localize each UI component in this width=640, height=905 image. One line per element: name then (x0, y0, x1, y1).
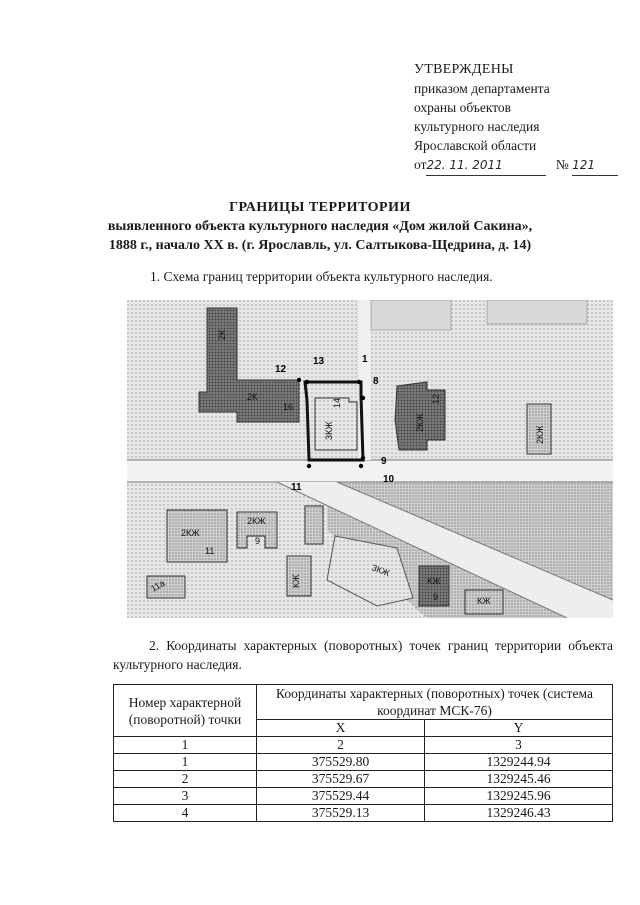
territory-boundary-map (127, 300, 613, 618)
handwritten-number: 121 (572, 158, 596, 172)
table-header-row (114, 685, 613, 720)
coord-y: 1329245.46 (425, 771, 613, 788)
column-number: 2 (257, 737, 425, 754)
map-label: 14 (332, 397, 342, 408)
map-label: 3КЖ (370, 562, 392, 579)
coord-x: 375529.67 (257, 771, 425, 788)
coord-y: 1329244.94 (425, 754, 613, 771)
point-number: 2 (114, 771, 257, 788)
point-label: 12 (275, 364, 287, 375)
map-label: 11 (205, 546, 215, 556)
map-label: 2КЖ (247, 516, 266, 526)
column-number: 3 (425, 737, 613, 754)
col-header-y: Y (425, 720, 613, 737)
street (127, 460, 613, 482)
map-label: 3КЖ (324, 421, 334, 440)
boundary-point-9 (361, 456, 365, 460)
point-label: 9 (381, 456, 387, 467)
coord-x: 375529.13 (257, 805, 425, 822)
building-north-east (487, 300, 587, 324)
approval-block (414, 60, 614, 176)
coord-x: 375529.80 (257, 754, 425, 771)
approval-line: охраны объектов (414, 100, 512, 115)
col-header-point-number: Номер характерной (поворотной) точки (114, 685, 257, 737)
boundary-point-12 (297, 378, 301, 382)
map-label: 9 (255, 536, 261, 546)
coord-y: 1329246.43 (425, 805, 613, 822)
map-label: 2КЖ (535, 425, 545, 444)
map-label: 9 (433, 592, 439, 602)
point-number: 3 (114, 788, 257, 805)
map-label: 12 (431, 393, 441, 404)
coord-x: 375529.44 (257, 788, 425, 805)
approval-heading: УТВЕРЖДЕНЫ (414, 62, 514, 77)
table-row (114, 805, 613, 822)
section-1-heading: 1. Схема границ территории объекта культурного наследия. (150, 269, 493, 284)
point-label: 11 (291, 482, 302, 493)
point-number: 1 (114, 754, 257, 771)
table-row (114, 771, 613, 788)
number-sign: № (555, 157, 569, 172)
map-label: 11а (149, 577, 167, 594)
table-row (114, 788, 613, 805)
boundary-point-10 (359, 464, 363, 468)
table-column-numbers-row (114, 737, 613, 754)
document-subtitle-2: 1888 г., начало XX в. (г. Ярославль, ул. Салтыкова-Щедрина, д. 14) (108, 238, 532, 253)
map-label: КЖ (291, 574, 301, 588)
map-label: 2КЖ (415, 413, 425, 432)
building-north (371, 300, 451, 330)
boundary-point-11 (307, 464, 311, 468)
approval-date-number (414, 155, 614, 176)
table-row (114, 754, 613, 771)
column-number: 1 (114, 737, 257, 754)
point-label: 10 (383, 474, 395, 485)
boundary-point-1 (357, 380, 361, 384)
approval-line: приказом департамента (414, 81, 550, 96)
approval-line: Ярославской области (414, 138, 537, 153)
handwritten-date: 22. 11. 2011 (426, 158, 503, 172)
map-label: КЖ (477, 596, 491, 606)
approval-line: культурного наследия (414, 119, 540, 134)
map-label: 2КЖ (181, 528, 200, 538)
map-label: 16 (283, 402, 294, 412)
map-label: 2К (217, 329, 227, 340)
boundary-point-8 (361, 396, 365, 400)
map-label: 2К (247, 392, 258, 402)
boundary-point-13 (305, 380, 309, 384)
point-number: 4 (114, 805, 257, 822)
point-label: 8 (373, 376, 379, 387)
coordinates-table (113, 684, 613, 822)
col-header-coordinates: Координаты характерных (поворотных) точек (система координат МСК-76) (257, 685, 613, 720)
section-2-heading: 2. Координаты характерных (поворотных) точек границ территории объекта культурного наследия. (113, 638, 613, 672)
building-2kzh-narrow (305, 506, 323, 544)
document-subtitle: выявленного объекта культурного наследия «Дом жилой Сакина», (107, 219, 533, 234)
document-title: ГРАНИЦЫ ТЕРРИТОРИИ (229, 200, 411, 215)
col-header-x: X (257, 720, 425, 737)
map-label: КЖ (427, 576, 441, 586)
point-label: 13 (313, 356, 325, 367)
coord-y: 1329245.96 (425, 788, 613, 805)
point-label: 1 (362, 354, 368, 365)
date-prefix: от (414, 157, 427, 172)
